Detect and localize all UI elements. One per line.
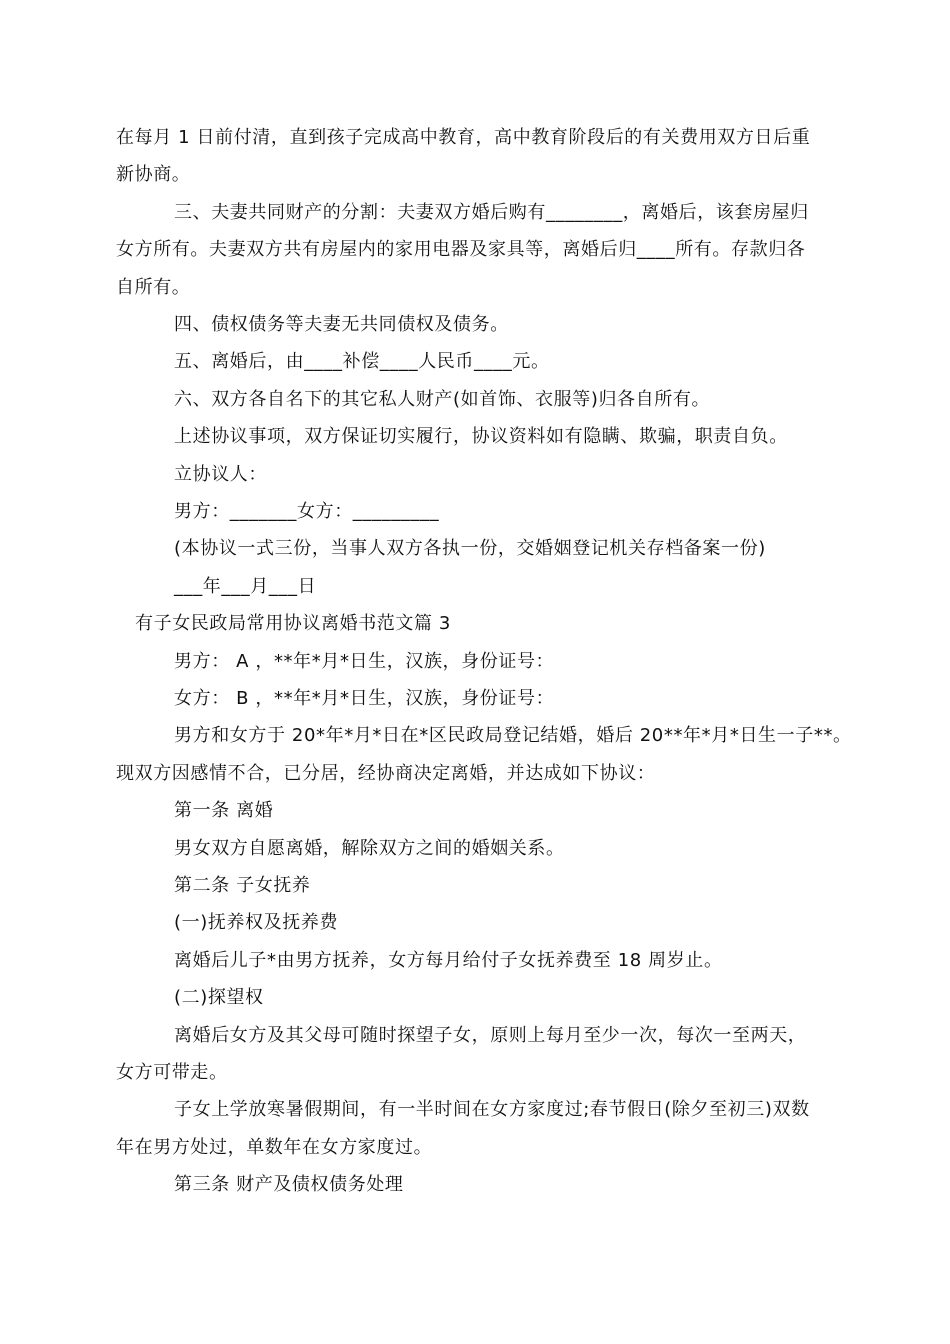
- date-line: ___年___月___日: [174, 576, 317, 597]
- text-line: 六、双方各自名下的其它私人财产(如首饰、衣服等)归各自所有。: [174, 389, 711, 410]
- text-line: 立协议人：: [174, 464, 267, 485]
- text-line: 四、债权债务等夫妻无共同债权及债务。: [174, 314, 509, 335]
- text-line: (本协议一式三份，当事人双方各执一份，交婚姻登记机关存档备案一份): [174, 538, 766, 559]
- text-line: 女方所有。夫妻双方共有房屋内的家用电器及家具等，离婚后归____所有。存款归各: [116, 239, 806, 260]
- text-line: 女方可带走。: [116, 1062, 228, 1083]
- text-line: 年在男方处过，单数年在女方家度过。: [116, 1137, 433, 1158]
- section-heading: 有子女民政局常用协议离婚书范文篇 3: [135, 613, 451, 634]
- text-line: 上述协议事项，双方保证切实履行，协议资料如有隐瞒、欺骗，职责自负。: [174, 426, 788, 447]
- text-line: 三、夫妻共同财产的分割：夫妻双方婚后购有________，离婚后，该套房屋归: [174, 202, 809, 223]
- text-line: 女方： B ，**年*月*日生，汉族，身份证号：: [174, 688, 555, 709]
- subsection-heading: (二)探望权: [174, 987, 264, 1008]
- text-line: 子女上学放寒暑假期间，有一半时间在女方家度过;春节假日(除夕至初三)双数: [174, 1099, 810, 1120]
- text-line: 男方和女方于 20*年*月*日在*区民政局登记结婚，婚后 20**年*月*日生一子**。: [174, 725, 852, 746]
- text-line: 新协商。: [116, 164, 191, 185]
- text-line: 男方： A ，**年*月*日生，汉族，身份证号：: [174, 651, 555, 672]
- article-heading: 第三条 财产及债权债务处理: [174, 1174, 404, 1195]
- text-line: 离婚后儿子*由男方抚养，女方每月给付子女抚养费至 18 周岁止。: [174, 950, 723, 971]
- subsection-heading: (一)抚养权及抚养费: [174, 912, 339, 933]
- text-line: 离婚后女方及其父母可随时探望子女，原则上每月至少一次，每次一至两天，: [174, 1025, 807, 1046]
- text-line: 五、离婚后，由____补偿____人民币____元。: [174, 351, 550, 372]
- article-heading: 第二条 子女抚养: [174, 875, 311, 896]
- signature-line: 男方：_______女方：_________: [174, 501, 440, 522]
- text-line: 在每月 1 日前付清，直到孩子完成高中教育，高中教育阶段后的有关费用双方日后重: [116, 127, 811, 148]
- text-line: 自所有。: [116, 277, 191, 298]
- text-line: 现双方因感情不合，已分居，经协商决定离婚，并达成如下协议：: [116, 763, 656, 784]
- article-heading: 第一条 离婚: [174, 800, 274, 821]
- text-line: 男女双方自愿离婚，解除双方之间的婚姻关系。: [174, 838, 565, 859]
